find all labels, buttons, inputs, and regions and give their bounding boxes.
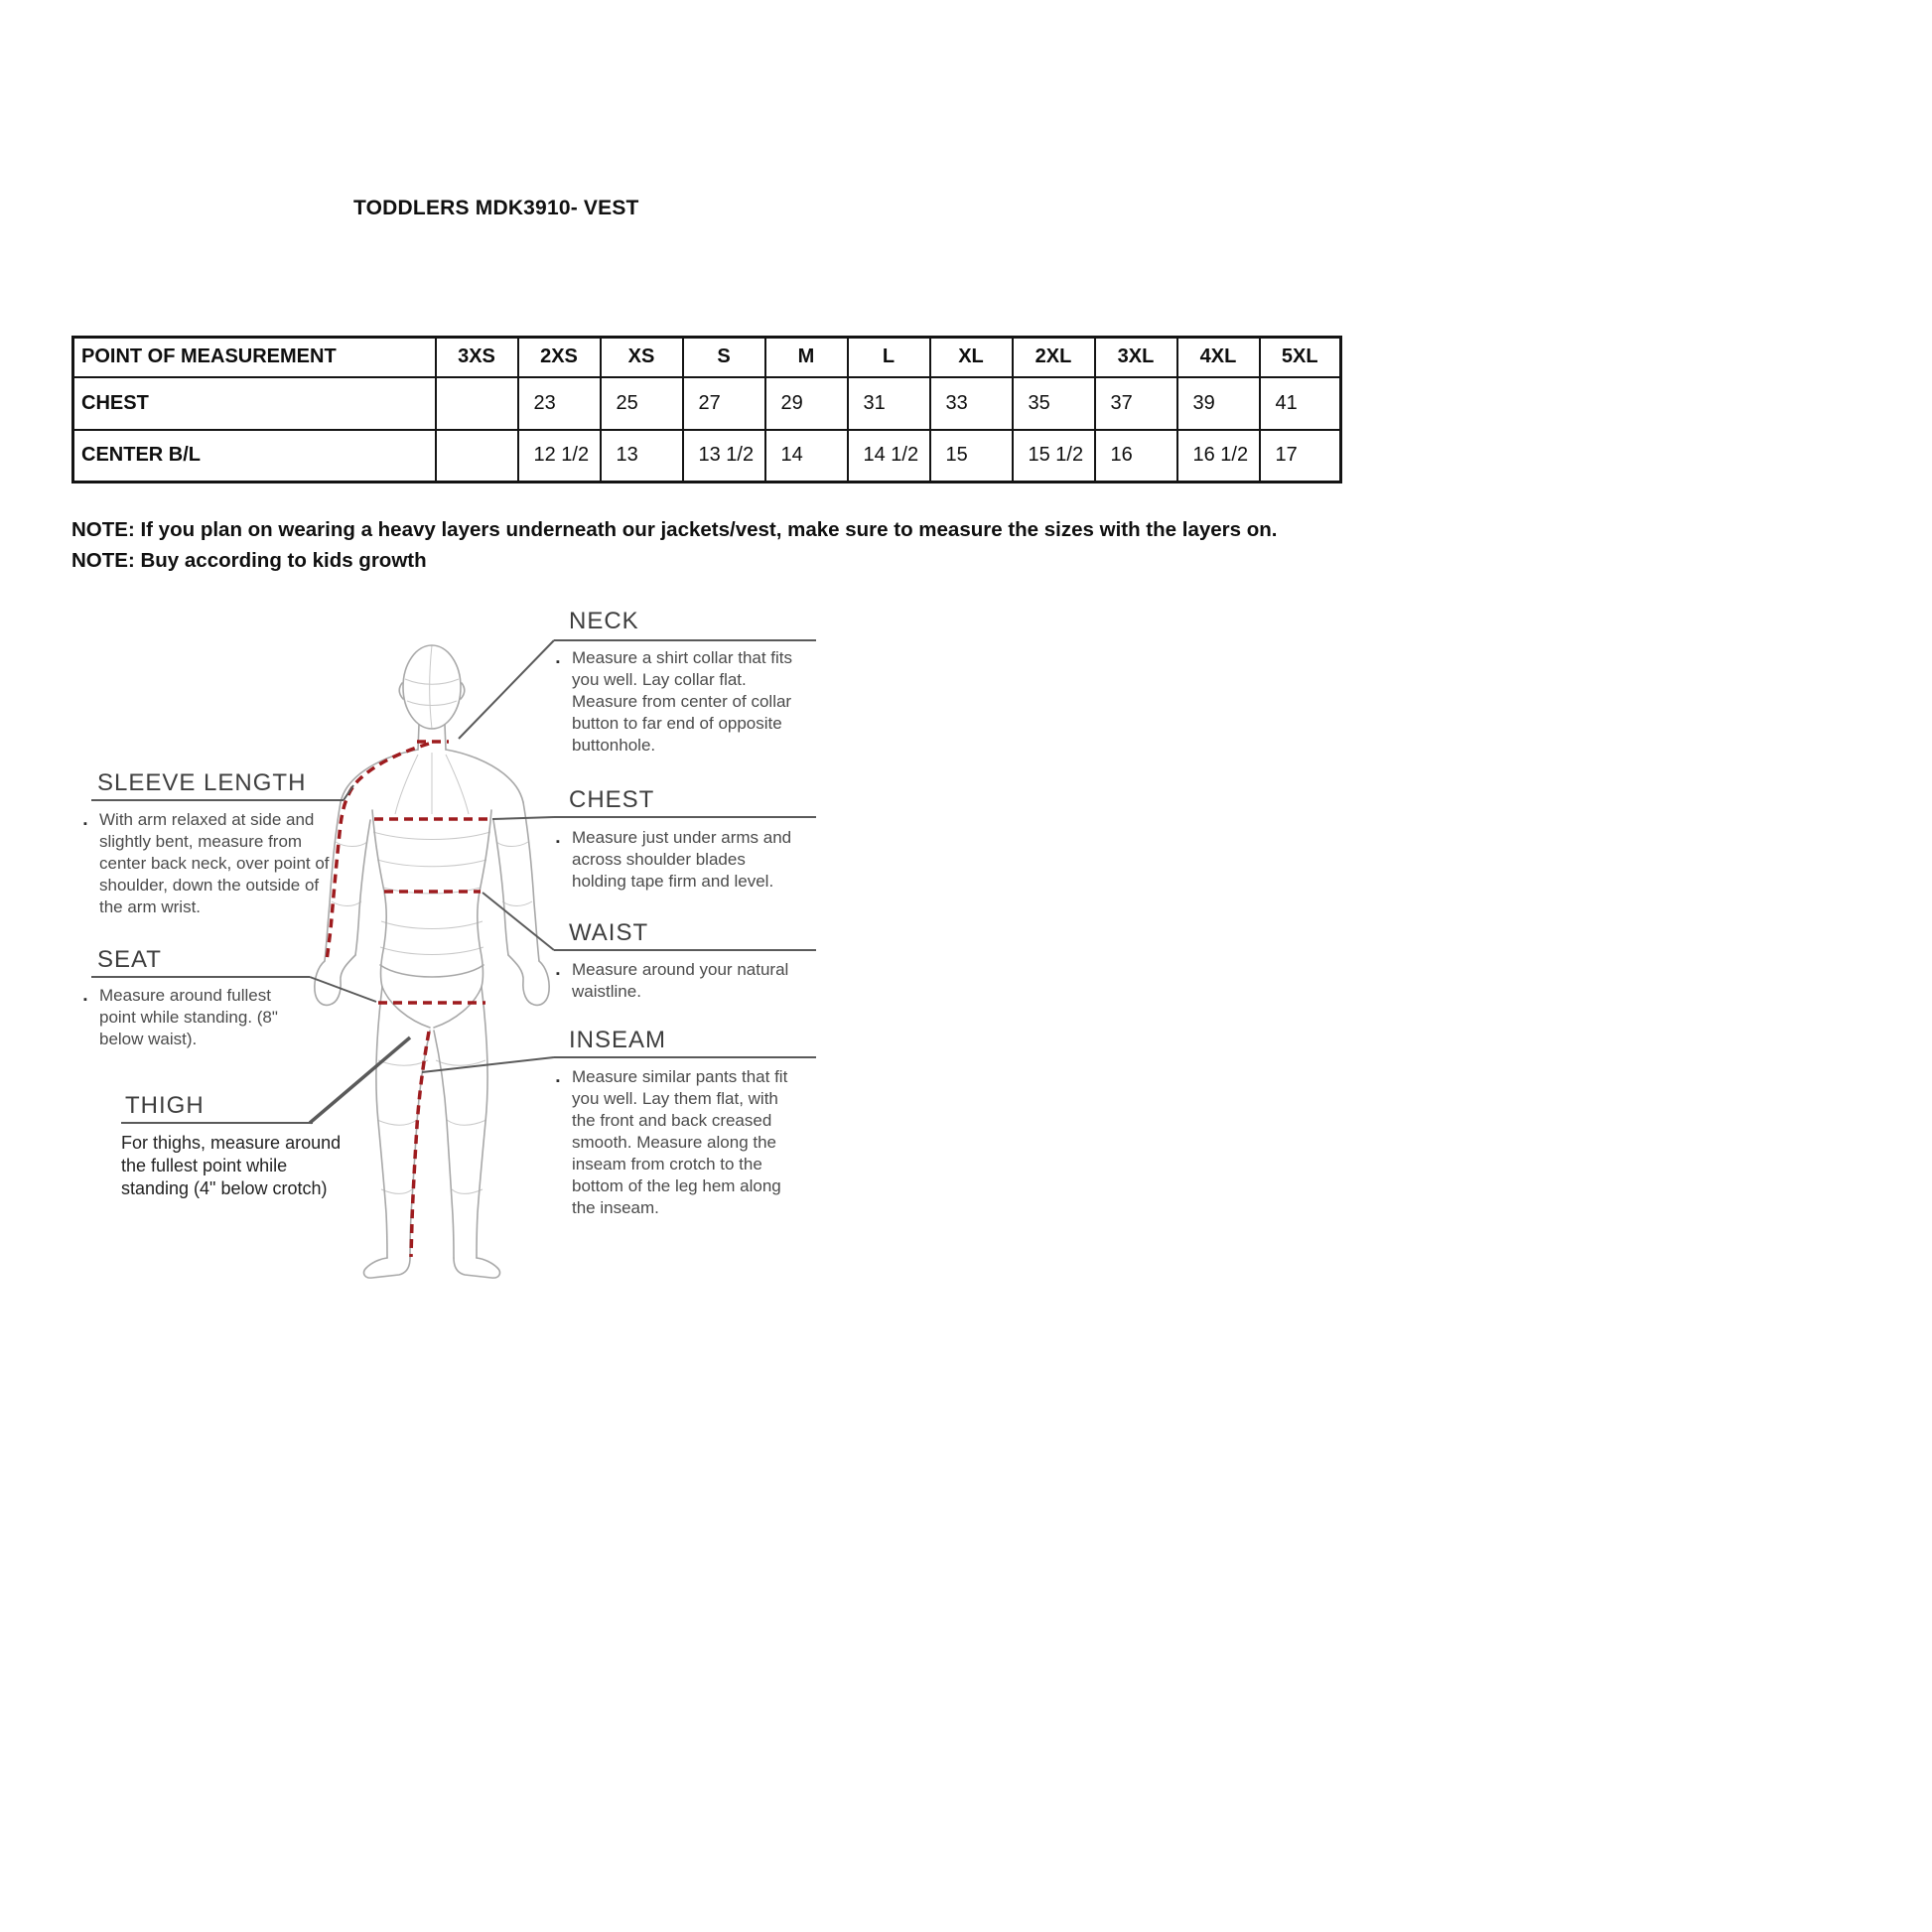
chest-value-3xl: 37 — [1095, 377, 1177, 430]
chest-value-4xl: 39 — [1177, 377, 1260, 430]
table-row-chest — [73, 377, 1341, 430]
centerbl-value-2xl: 15 1/2 — [1013, 430, 1095, 483]
centerbl-value-m: 14 — [765, 430, 848, 483]
bullet-icon: ▪ — [83, 994, 87, 1006]
chest-description: Measure just under arms and across shoulder blades holding tape firm and level. — [572, 828, 792, 891]
diagram-title-thigh: THIGH — [125, 1092, 205, 1119]
centerbl-value-2xs: 12 1/2 — [518, 430, 601, 483]
note-layers: NOTE: If you plan on wearing a heavy layers underneath our jackets/vest, make sure to measure the sizes with the layers on. — [71, 518, 1278, 541]
centerbl-value-3xl: 16 — [1095, 430, 1177, 483]
diagram-text-waist — [556, 959, 794, 1003]
chest-value-s: 27 — [683, 377, 765, 430]
header-size-2xl: 2XL — [1013, 338, 1095, 377]
bullet-icon: ▪ — [556, 968, 560, 980]
table-row-center-bl — [73, 430, 1341, 483]
diagram-title-chest: CHEST — [569, 786, 655, 813]
row-label-center-bl: CENTER B/L — [73, 430, 436, 483]
inseam-description: Measure similar pants that fit you well. Lay them flat, with the front and back creased smooth. Measure along the inseam from crotch to the bottom of the leg hem along the inseam. — [572, 1067, 788, 1217]
table-header-row — [73, 338, 1341, 377]
neck-description: Measure a shirt collar that fits you well. Lay collar flat. Measure from center of collar button to far end of opposite buttonhole. — [572, 648, 793, 755]
header-size-m: M — [765, 338, 848, 377]
chest-value-2xl: 35 — [1013, 377, 1095, 430]
diagram-text-inseam — [556, 1066, 794, 1219]
header-size-3xl: 3XL — [1095, 338, 1177, 377]
header-size-xl: XL — [930, 338, 1013, 377]
header-size-4xl: 4XL — [1177, 338, 1260, 377]
diagram-text-thigh — [121, 1132, 351, 1200]
diagram-title-seat: SEAT — [97, 946, 162, 973]
thigh-description: For thighs, measure around the fullest point while standing (4" below crotch) — [121, 1133, 342, 1198]
diagram-text-sleeve-length — [83, 809, 330, 918]
header-size-xs: XS — [601, 338, 683, 377]
chest-value-2xs: 23 — [518, 377, 601, 430]
size-table — [71, 336, 1342, 483]
diagram-title-inseam: INSEAM — [569, 1027, 667, 1053]
header-size-5xl: 5XL — [1260, 338, 1341, 377]
bullet-icon: ▪ — [83, 818, 87, 830]
row-label-chest: CHEST — [73, 377, 436, 430]
waist-description: Measure around your natural waistline. — [572, 960, 789, 1001]
chest-value-m: 29 — [765, 377, 848, 430]
diagram-title-neck: NECK — [569, 608, 639, 634]
figure-contour-lines — [332, 645, 532, 1194]
sleeve-length-description: With arm relaxed at side and slightly bent, measure from center back neck, over point of shoulder, down the outside of the arm wrist. — [99, 810, 330, 916]
note-kids-growth: NOTE: Buy according to kids growth — [71, 549, 427, 572]
chest-value-xl: 33 — [930, 377, 1013, 430]
chest-value-5xl: 41 — [1260, 377, 1341, 430]
diagram-title-sleeve-length: SLEEVE LENGTH — [97, 769, 307, 796]
bullet-icon: ▪ — [556, 656, 560, 668]
diagram-text-neck — [556, 647, 794, 757]
header-size-l: L — [848, 338, 930, 377]
centerbl-value-3xs — [436, 430, 518, 483]
centerbl-value-5xl: 17 — [1260, 430, 1341, 483]
centerbl-value-4xl: 16 1/2 — [1177, 430, 1260, 483]
centerbl-value-xs: 13 — [601, 430, 683, 483]
diagram-text-seat — [83, 985, 302, 1050]
document-title: TODDLERS MDK3910- VEST — [353, 197, 639, 219]
chest-value-3xs — [436, 377, 518, 430]
centerbl-value-l: 14 1/2 — [848, 430, 930, 483]
seat-description: Measure around fullest point while standing. (8" below waist). — [99, 986, 278, 1048]
header-size-2xs: 2XS — [518, 338, 601, 377]
diagram-title-waist: WAIST — [569, 919, 649, 946]
chest-value-xs: 25 — [601, 377, 683, 430]
header-size-s: S — [683, 338, 765, 377]
bullet-icon: ▪ — [556, 1075, 560, 1087]
chest-value-l: 31 — [848, 377, 930, 430]
diagram-text-chest — [556, 827, 799, 893]
header-size-3xs: 3XS — [436, 338, 518, 377]
bullet-icon: ▪ — [556, 836, 560, 848]
centerbl-value-s: 13 1/2 — [683, 430, 765, 483]
header-point-of-measurement: POINT OF MEASUREMENT — [73, 338, 436, 377]
centerbl-value-xl: 15 — [930, 430, 1013, 483]
